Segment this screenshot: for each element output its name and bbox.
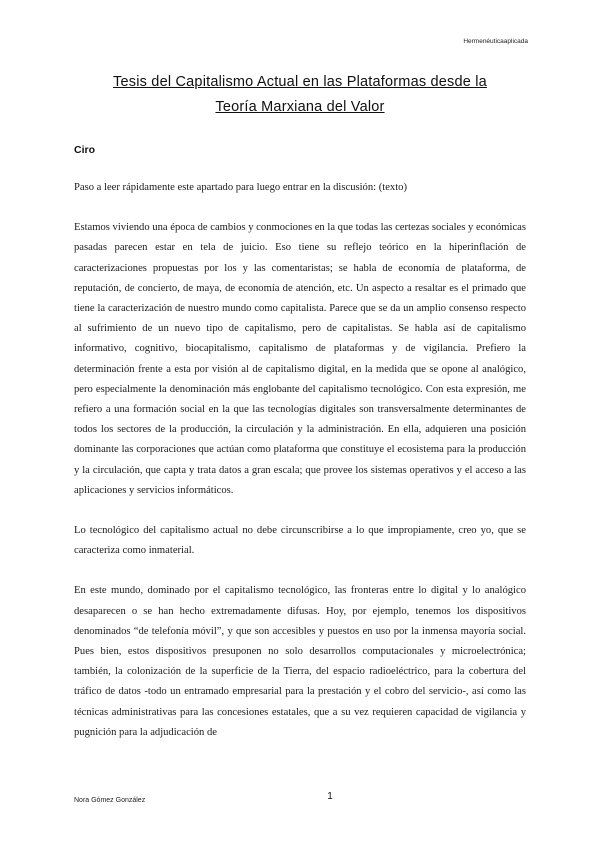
- document-body: [74, 178, 526, 763]
- paragraph: Lo tecnológico del capitalismo actual no debe circunscribirse a lo que impropiamente, creo yo, que se caracteriza como inmaterial.: [74, 525, 526, 557]
- paragraph: Estamos viviendo una época de cambios y conmociones en la que todas las certezas sociales y económicas pasadas parecen estar en tela de juicio. Eso tiene su reflejo teórico en la hiperinflación de caracterizaciones propuestas por los y las comentaristas; se habla de economía de plataforma, de reputación, de concierto, de maya, de economía de atención, etc. Un aspecto a resaltar es el primado que tiene la caracterización de nuestro mundo como capitalista. Parece que se da un amplio consenso respecto al sufrimiento de un nuevo tipo de capitalismo, pero de capitalistas. Se habla así de capitalismo informativo, cognitivo, biocapitalismo, capitalismo de plataformas y de vigilancia. Prefiero la determinación frente a esta por visión al de capitalismo digital, en la medida que se opone al analógico, pero especialmente la denominación más englobante del capitalismo tecnológico. Con esta expresión, me refiero a una formación social en la que las tecnologías digitales son transversalmente determinantes de todos los sectores de la producción, la circulación y la administración. En ella, adquieren una posición dominante las corporaciones que actúan como plataforma que constituye el ecosistema para la producción y la circulación, que capta y trata datos a gran escala; que provee los sistemas operativos y el acceso a las aplicaciones y servicios informáticos.: [74, 222, 526, 496]
- paragraph: Paso a leer rápidamente este apartado para luego entrar en la discusión: (texto): [74, 182, 407, 193]
- title-line-2: Teoría Marxiana del Valor: [215, 99, 385, 115]
- page-number: 1: [327, 791, 333, 802]
- running-header: Hermenéuticaaplicada: [463, 38, 528, 45]
- paragraph: En este mundo, dominado por el capitalismo tecnológico, las fronteras entre lo digital y lo analógico desaparecen o se han hecho extremadamente difusas. Hoy, por ejemplo, tenemos los dispositivos denominados “de telefonía móvil”, y que son accesibles y puestos en uso por la inmensa mayoría social. Pues bien, estos dispositivos presuponen no solo desarrollos computacionales y microelectrónica; también, la colonización de la superficie de la Tierra, del espacio radioeléctrico, para la cobertura del tráfico de datos -todo un entramado empresarial para la prestación y el cobro del servicio-, así como las técnicas administrativas para las concesiones estatales, que a su vez requieren capacidad de vigilancia y pugnición para la adjudicación de: [74, 585, 526, 738]
- footer-author: Nora Gómez González: [74, 797, 146, 804]
- speaker-name: Ciro: [74, 144, 95, 156]
- document-title: [72, 70, 528, 120]
- title-line-1: Tesis del Capitalismo Actual en las Plataformas desde la: [113, 74, 487, 90]
